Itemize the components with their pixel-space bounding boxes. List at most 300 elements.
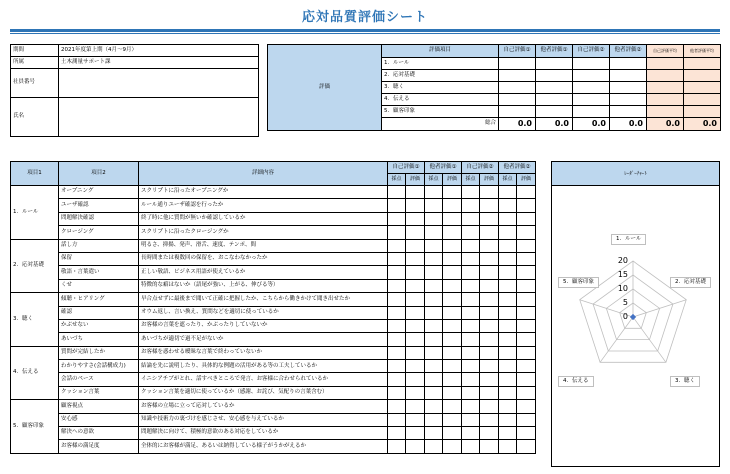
detail-group-label: 5．顧客印象 xyxy=(11,400,59,454)
period-label: 期間 xyxy=(11,45,59,57)
evaluation-cell[interactable] xyxy=(517,226,536,239)
detail-row xyxy=(11,252,536,265)
score-cell[interactable] xyxy=(462,279,480,292)
evaluation-cell[interactable] xyxy=(443,373,462,386)
evaluation-cell[interactable] xyxy=(443,306,462,319)
evaluation-cell[interactable] xyxy=(480,226,499,239)
evaluation-cell[interactable] xyxy=(480,306,499,319)
evaluation-cell[interactable] xyxy=(443,186,462,199)
score-cell[interactable] xyxy=(388,186,406,199)
evaluation-cell[interactable] xyxy=(517,306,536,319)
summary-avg-cell xyxy=(647,94,684,106)
score-cell[interactable] xyxy=(425,427,443,440)
evaluation-cell[interactable] xyxy=(443,252,462,265)
score-cell[interactable] xyxy=(388,360,406,373)
score-cell[interactable] xyxy=(462,333,480,346)
evaluation-cell[interactable] xyxy=(480,360,499,373)
score-cell[interactable] xyxy=(388,239,406,252)
summary-cell[interactable] xyxy=(499,70,536,82)
radar-axis-label: 1．ルール xyxy=(611,234,646,245)
summary-avg-cell xyxy=(684,58,721,70)
summary-avg-cell xyxy=(647,70,684,82)
summary-col-header: 自己評価① xyxy=(499,45,536,58)
evaluation-cell[interactable] xyxy=(517,266,536,279)
detail-description: 問題解決に向けて、積極的意欲のある対応をしているか xyxy=(139,427,388,440)
summary-cell[interactable] xyxy=(573,82,610,94)
score-cell[interactable] xyxy=(425,386,443,399)
radar-chart-panel xyxy=(551,161,720,467)
evaluation-cell[interactable] xyxy=(406,212,425,225)
detail-group-label: 1．ルール xyxy=(11,186,59,240)
evaluation-cell[interactable] xyxy=(517,360,536,373)
score-cell[interactable] xyxy=(462,212,480,225)
summary-table xyxy=(267,44,721,131)
score-cell[interactable] xyxy=(462,226,480,239)
score-cell[interactable] xyxy=(388,279,406,292)
radar-tick-label: 10 xyxy=(617,284,628,293)
evaluation-cell[interactable] xyxy=(517,212,536,225)
evaluation-cell[interactable] xyxy=(517,413,536,426)
detail-item: クロージング xyxy=(59,226,139,239)
score-cell[interactable] xyxy=(462,360,480,373)
score-cell[interactable] xyxy=(499,212,517,225)
evaluation-cell[interactable] xyxy=(443,386,462,399)
summary-item-header: 評価項目 xyxy=(382,45,499,58)
evaluation-cell[interactable] xyxy=(406,427,425,440)
score-cell[interactable] xyxy=(388,319,406,332)
score-cell[interactable] xyxy=(462,373,480,386)
score-cell[interactable] xyxy=(499,360,517,373)
detail-row xyxy=(11,400,536,413)
score-cell[interactable] xyxy=(388,306,406,319)
score-cell[interactable] xyxy=(388,199,406,212)
detail-description: 明るさ、抑揚、発声、滑舌、速度、テンポ、間 xyxy=(139,239,388,252)
detail-sub-header: 評価 xyxy=(517,174,536,186)
summary-col-header: 他者評価② xyxy=(610,45,647,58)
evaluation-cell[interactable] xyxy=(406,333,425,346)
summary-cell[interactable] xyxy=(536,58,573,70)
summary-col-header: 自己評価平均 xyxy=(647,45,684,58)
evaluation-cell[interactable] xyxy=(517,293,536,306)
evaluation-cell[interactable] xyxy=(443,427,462,440)
summary-total: 0.0 xyxy=(647,118,684,131)
evaluation-cell[interactable] xyxy=(480,252,499,265)
radar-tick-label: 20 xyxy=(617,256,628,265)
score-cell[interactable] xyxy=(388,333,406,346)
score-cell[interactable] xyxy=(499,440,517,453)
evaluation-cell[interactable] xyxy=(443,400,462,413)
score-cell[interactable] xyxy=(425,440,443,453)
detail-description: 長時間または複数回の保留を、おこなわなかったか xyxy=(139,252,388,265)
score-cell[interactable] xyxy=(425,400,443,413)
score-cell[interactable] xyxy=(425,226,443,239)
evaluation-cell[interactable] xyxy=(517,199,536,212)
score-cell[interactable] xyxy=(388,427,406,440)
summary-avg-cell xyxy=(647,58,684,70)
evaluation-cell[interactable] xyxy=(480,440,499,453)
score-cell[interactable] xyxy=(462,293,480,306)
detail-head-detail: 詳細内容 xyxy=(139,162,388,186)
evaluation-cell[interactable] xyxy=(517,239,536,252)
summary-side-label: 評価 xyxy=(268,45,382,131)
evaluation-cell[interactable] xyxy=(406,266,425,279)
summary-cell[interactable] xyxy=(573,94,610,106)
radar-chart-title: ﾚｰﾀﾞｰﾁｬｰﾄ xyxy=(552,162,719,186)
summary-total: 0.0 xyxy=(573,118,610,131)
evaluation-cell[interactable] xyxy=(443,333,462,346)
summary-total: 0.0 xyxy=(536,118,573,131)
score-cell[interactable] xyxy=(499,266,517,279)
radar-axis-label: 4．伝える xyxy=(558,376,594,387)
evaluation-cell[interactable] xyxy=(443,279,462,292)
detail-row xyxy=(11,440,536,453)
score-cell[interactable] xyxy=(425,373,443,386)
detail-row xyxy=(11,373,536,386)
summary-cell[interactable] xyxy=(610,70,647,82)
score-cell[interactable] xyxy=(462,266,480,279)
employee-number-value[interactable] xyxy=(59,69,259,98)
detail-head-item2: 項目2 xyxy=(59,162,139,186)
score-cell[interactable] xyxy=(499,279,517,292)
info-table xyxy=(10,44,259,137)
evaluation-cell[interactable] xyxy=(443,293,462,306)
score-cell[interactable] xyxy=(388,400,406,413)
evaluation-cell[interactable] xyxy=(517,319,536,332)
detail-eval-header: 他者評価① xyxy=(425,162,462,174)
evaluation-cell[interactable] xyxy=(406,400,425,413)
evaluation-cell[interactable] xyxy=(517,279,536,292)
detail-description: オウム返し、言い換え、質問などを適切に使っているか xyxy=(139,306,388,319)
dept-value[interactable]: 土木測量サポート課 xyxy=(59,57,259,69)
detail-group-label: 3．聴く xyxy=(11,293,59,347)
detail-row xyxy=(11,333,536,346)
evaluation-cell[interactable] xyxy=(480,279,499,292)
score-cell[interactable] xyxy=(462,306,480,319)
score-cell[interactable] xyxy=(388,293,406,306)
summary-cell[interactable] xyxy=(536,106,573,118)
score-cell[interactable] xyxy=(425,346,443,359)
detail-item: 問題解決確認 xyxy=(59,212,139,225)
score-cell[interactable] xyxy=(425,360,443,373)
detail-row xyxy=(11,279,536,292)
score-cell[interactable] xyxy=(499,319,517,332)
summary-cell[interactable] xyxy=(610,94,647,106)
detail-sub-header: 採点 xyxy=(499,174,517,186)
detail-sub-header: 採点 xyxy=(425,174,443,186)
score-cell[interactable] xyxy=(425,293,443,306)
evaluation-cell[interactable] xyxy=(480,333,499,346)
summary-avg-cell xyxy=(684,106,721,118)
evaluation-cell[interactable] xyxy=(406,360,425,373)
detail-row xyxy=(11,226,536,239)
score-cell[interactable] xyxy=(499,333,517,346)
score-cell[interactable] xyxy=(388,413,406,426)
detail-item: ユーザ確認 xyxy=(59,199,139,212)
evaluation-cell[interactable] xyxy=(443,413,462,426)
summary-total-label: 総合 xyxy=(382,118,499,131)
summary-cell[interactable] xyxy=(499,82,536,94)
summary-cell[interactable] xyxy=(610,58,647,70)
evaluation-cell[interactable] xyxy=(480,413,499,426)
summary-avg-cell xyxy=(647,82,684,94)
detail-description: 結論を先に説明したり、具体的な例題の活用がある等の工夫しているか xyxy=(139,360,388,373)
evaluation-cell[interactable] xyxy=(443,266,462,279)
score-cell[interactable] xyxy=(425,333,443,346)
detail-description: お客様を惑わせる曖昧な言葉で終わっていないか xyxy=(139,346,388,359)
evaluation-cell[interactable] xyxy=(406,386,425,399)
evaluation-cell[interactable] xyxy=(480,427,499,440)
score-cell[interactable] xyxy=(425,186,443,199)
summary-cell[interactable] xyxy=(536,82,573,94)
evaluation-cell[interactable] xyxy=(406,293,425,306)
detail-head-item1: 項目1 xyxy=(11,162,59,186)
detail-item: オープニング xyxy=(59,186,139,199)
detail-description: 全体的にお客様が満足、あるいは納得している様子がうかがえるか xyxy=(139,440,388,453)
summary-cell[interactable] xyxy=(573,106,610,118)
detail-description: 終了時に他に質問が無いか確認しているか xyxy=(139,212,388,225)
evaluation-cell[interactable] xyxy=(406,226,425,239)
score-cell[interactable] xyxy=(388,226,406,239)
detail-row xyxy=(11,266,536,279)
evaluation-cell[interactable] xyxy=(406,252,425,265)
detail-sub-header: 評価 xyxy=(443,174,462,186)
score-cell[interactable] xyxy=(499,427,517,440)
score-cell[interactable] xyxy=(425,199,443,212)
evaluation-cell[interactable] xyxy=(480,239,499,252)
evaluation-cell[interactable] xyxy=(480,386,499,399)
name-value[interactable] xyxy=(59,98,259,137)
evaluation-cell[interactable] xyxy=(443,319,462,332)
evaluation-cell[interactable] xyxy=(517,427,536,440)
score-cell[interactable] xyxy=(499,400,517,413)
evaluation-cell[interactable] xyxy=(443,199,462,212)
evaluation-cell[interactable] xyxy=(517,346,536,359)
summary-cell[interactable] xyxy=(499,106,536,118)
evaluation-cell[interactable] xyxy=(517,333,536,346)
evaluation-cell[interactable] xyxy=(517,440,536,453)
score-cell[interactable] xyxy=(425,279,443,292)
score-cell[interactable] xyxy=(388,252,406,265)
summary-avg-cell xyxy=(647,106,684,118)
detail-eval-header: 他者評価② xyxy=(499,162,536,174)
evaluation-cell[interactable] xyxy=(406,199,425,212)
detail-item: 安心感 xyxy=(59,413,139,426)
evaluation-cell[interactable] xyxy=(406,279,425,292)
detail-item: 顧客視点 xyxy=(59,400,139,413)
evaluation-cell[interactable] xyxy=(517,252,536,265)
radar-chart xyxy=(552,162,721,468)
radar-axis-label: 5．顧客印象 xyxy=(558,277,599,288)
evaluation-cell[interactable] xyxy=(480,373,499,386)
evaluation-cell[interactable] xyxy=(480,266,499,279)
evaluation-cell[interactable] xyxy=(406,440,425,453)
evaluation-cell[interactable] xyxy=(406,346,425,359)
summary-total: 0.0 xyxy=(499,118,536,131)
summary-cell[interactable] xyxy=(573,58,610,70)
score-cell[interactable] xyxy=(499,226,517,239)
score-cell[interactable] xyxy=(499,346,517,359)
evaluation-cell[interactable] xyxy=(406,239,425,252)
summary-total: 0.0 xyxy=(610,118,647,131)
evaluation-cell[interactable] xyxy=(406,373,425,386)
score-cell[interactable] xyxy=(425,239,443,252)
detail-group-label: 2．応対基礎 xyxy=(11,239,59,293)
summary-cell[interactable] xyxy=(536,70,573,82)
detail-item: 解決への意欲 xyxy=(59,427,139,440)
dept-label: 所属 xyxy=(11,57,59,69)
summary-cell[interactable] xyxy=(610,82,647,94)
score-cell[interactable] xyxy=(499,306,517,319)
score-cell[interactable] xyxy=(499,239,517,252)
period-value[interactable]: 2021年度第上期（4月～9月） xyxy=(59,45,259,57)
detail-eval-header: 自己評価② xyxy=(462,162,499,174)
summary-cell[interactable] xyxy=(573,70,610,82)
detail-row xyxy=(11,413,536,426)
score-cell[interactable] xyxy=(462,386,480,399)
summary-cell[interactable] xyxy=(499,58,536,70)
detail-row xyxy=(11,386,536,399)
detail-item: 敬語・言葉遣い xyxy=(59,266,139,279)
score-cell[interactable] xyxy=(499,413,517,426)
score-cell[interactable] xyxy=(462,239,480,252)
evaluation-cell[interactable] xyxy=(443,440,462,453)
evaluation-cell[interactable] xyxy=(480,346,499,359)
score-cell[interactable] xyxy=(425,212,443,225)
evaluation-cell[interactable] xyxy=(517,400,536,413)
evaluation-cell[interactable] xyxy=(443,346,462,359)
detail-item: あいづち xyxy=(59,333,139,346)
score-cell[interactable] xyxy=(388,386,406,399)
score-cell[interactable] xyxy=(462,440,480,453)
detail-description: 正しい敬語、ビジネス用語が使えているか xyxy=(139,266,388,279)
evaluation-cell[interactable] xyxy=(443,239,462,252)
detail-row xyxy=(11,306,536,319)
score-cell[interactable] xyxy=(462,199,480,212)
detail-description: あいづちが適切で過不足がないか xyxy=(139,333,388,346)
detail-description: クッション言葉を適切に使っているか（感謝、お詫び、気配りの言葉含む） xyxy=(139,386,388,399)
detail-row xyxy=(11,360,536,373)
detail-item: お客様の満足度 xyxy=(59,440,139,453)
score-cell[interactable] xyxy=(499,293,517,306)
evaluation-cell[interactable] xyxy=(517,186,536,199)
summary-item: 3．聴く xyxy=(382,82,499,94)
evaluation-cell[interactable] xyxy=(443,360,462,373)
summary-item: 5．顧客印象 xyxy=(382,106,499,118)
page-title: 応対品質評価シート xyxy=(301,10,428,25)
evaluation-cell[interactable] xyxy=(480,400,499,413)
summary-item: 4．伝える xyxy=(382,94,499,106)
evaluation-cell[interactable] xyxy=(406,319,425,332)
score-cell[interactable] xyxy=(499,199,517,212)
score-cell[interactable] xyxy=(425,266,443,279)
detail-row xyxy=(11,212,536,225)
score-cell[interactable] xyxy=(388,373,406,386)
detail-description: お客様の言葉を遮ったり、かぶったりしていないか xyxy=(139,319,388,332)
detail-description: 早合点せずに最後まで聞いて正確に把握したか、こちらから働きかけて聞き出せたか xyxy=(139,293,388,306)
evaluation-cell[interactable] xyxy=(443,212,462,225)
summary-cell[interactable] xyxy=(536,94,573,106)
score-cell[interactable] xyxy=(462,427,480,440)
detail-row xyxy=(11,319,536,332)
detail-item: 質問が完結したか xyxy=(59,346,139,359)
evaluation-cell[interactable] xyxy=(480,199,499,212)
evaluation-cell[interactable] xyxy=(406,186,425,199)
name-label: 氏名 xyxy=(11,98,59,137)
score-cell[interactable] xyxy=(462,186,480,199)
score-cell[interactable] xyxy=(388,440,406,453)
score-cell[interactable] xyxy=(425,252,443,265)
detail-row xyxy=(11,346,536,359)
detail-sub-header: 評価 xyxy=(406,174,425,186)
employee-number-label: 社員番号 xyxy=(11,69,59,98)
evaluation-cell[interactable] xyxy=(406,413,425,426)
score-cell[interactable] xyxy=(462,400,480,413)
detail-eval-header: 自己評価① xyxy=(388,162,425,174)
evaluation-cell[interactable] xyxy=(480,319,499,332)
score-cell[interactable] xyxy=(462,319,480,332)
score-cell[interactable] xyxy=(499,373,517,386)
score-cell[interactable] xyxy=(499,386,517,399)
detail-item: 話し方 xyxy=(59,239,139,252)
detail-row xyxy=(11,186,536,199)
evaluation-cell[interactable] xyxy=(406,306,425,319)
detail-sub-header: 評価 xyxy=(480,174,499,186)
score-cell[interactable] xyxy=(499,186,517,199)
detail-table xyxy=(10,161,536,454)
summary-avg-cell xyxy=(684,70,721,82)
detail-description: スクリプトに沿ったクロージングか xyxy=(139,226,388,239)
detail-description: ルール通りユーザ確認を行ったか xyxy=(139,199,388,212)
evaluation-cell[interactable] xyxy=(480,212,499,225)
summary-avg-cell xyxy=(684,94,721,106)
evaluation-cell[interactable] xyxy=(443,226,462,239)
summary-item: 2．応対基礎 xyxy=(382,70,499,82)
score-cell[interactable] xyxy=(462,252,480,265)
score-cell[interactable] xyxy=(425,413,443,426)
detail-item: クッション言葉 xyxy=(59,386,139,399)
detail-item: わかりやすさ(会話構成力) xyxy=(59,360,139,373)
score-cell[interactable] xyxy=(388,266,406,279)
detail-sub-header: 採点 xyxy=(388,174,406,186)
detail-row xyxy=(11,239,536,252)
detail-description: お客様の立場に立って応対しているか xyxy=(139,400,388,413)
detail-description: 特徴的な癖はないか（語尾が強い、上がる、伸びる等） xyxy=(139,279,388,292)
detail-row xyxy=(11,293,536,306)
score-cell[interactable] xyxy=(462,413,480,426)
score-cell[interactable] xyxy=(425,306,443,319)
detail-sub-header: 採点 xyxy=(462,174,480,186)
summary-item: 1．ルール xyxy=(382,58,499,70)
detail-group-label: 4．伝える xyxy=(11,346,59,400)
score-cell[interactable] xyxy=(388,346,406,359)
summary-cell[interactable] xyxy=(499,94,536,106)
detail-item: 確認 xyxy=(59,306,139,319)
evaluation-cell[interactable] xyxy=(517,373,536,386)
evaluation-cell[interactable] xyxy=(480,293,499,306)
score-cell[interactable] xyxy=(388,212,406,225)
score-cell[interactable] xyxy=(462,346,480,359)
summary-col-header: 他者評価平均 xyxy=(684,45,721,58)
evaluation-cell[interactable] xyxy=(480,186,499,199)
evaluation-cell[interactable] xyxy=(517,386,536,399)
score-cell[interactable] xyxy=(425,319,443,332)
detail-description: スクリプトに沿ったオープニングか xyxy=(139,186,388,199)
summary-col-header: 他者評価① xyxy=(536,45,573,58)
summary-avg-cell xyxy=(684,82,721,94)
detail-item: くせ xyxy=(59,279,139,292)
summary-cell[interactable] xyxy=(610,106,647,118)
score-cell[interactable] xyxy=(499,252,517,265)
